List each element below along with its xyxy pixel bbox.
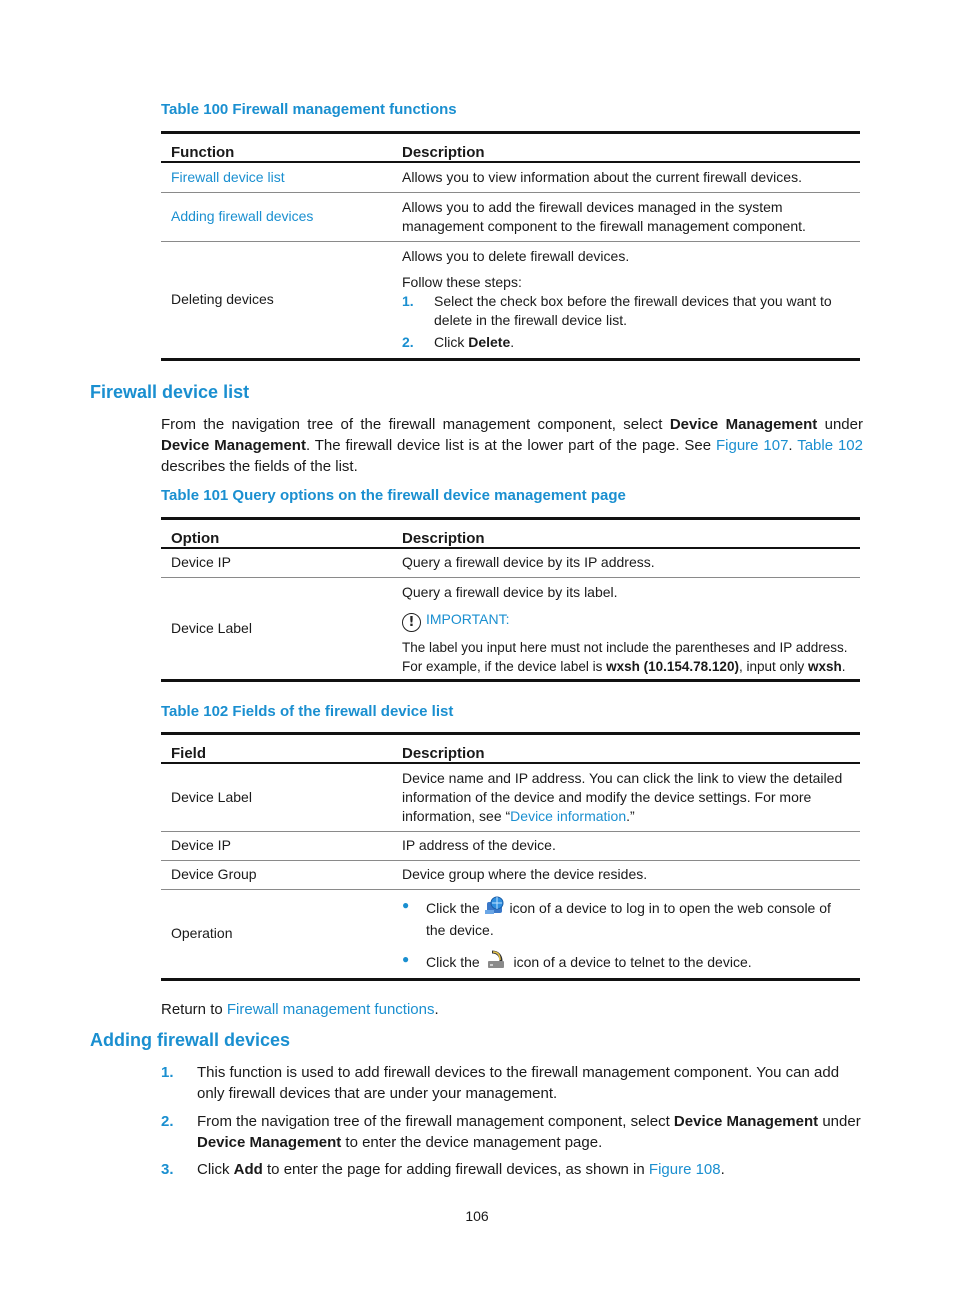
table-row <box>161 241 860 359</box>
table-100-caption: Table 100 Firewall management functions <box>161 101 457 118</box>
column-header-description: Description <box>392 519 860 549</box>
return-line: Return to Firewall management functions. <box>161 1001 439 1018</box>
table-row <box>161 889 860 979</box>
step-text: Select the check box before the firewall devices that you want to delete in the firewall device list. <box>434 293 832 328</box>
section-heading-firewall-device-list: Firewall device list <box>90 382 250 402</box>
firewall-management-functions-link[interactable]: Firewall management functions <box>226 1001 435 1018</box>
column-header-field: Field <box>161 734 392 764</box>
list-item <box>402 896 850 940</box>
table-header-row <box>161 133 860 163</box>
table-row <box>161 763 860 831</box>
step-item <box>402 292 850 330</box>
table-102-device-list-fields <box>161 732 860 981</box>
bullet-text: Click the icon of a device to telnet to the device. <box>426 950 850 975</box>
table-row <box>161 548 860 577</box>
step-text: From the navigation tree of the firewall management component, select Device Management under Device Management to enter the device management page. <box>197 1113 861 1151</box>
table-row <box>161 577 860 680</box>
table-header-row <box>161 734 860 764</box>
label-query-description: Query a firewall device by its label. <box>402 584 618 600</box>
list-item <box>402 950 850 975</box>
section-heading-adding-firewall-devices: Adding firewall devices <box>90 1030 291 1050</box>
table-cell <box>392 241 860 359</box>
table-cell: Operation <box>161 889 392 979</box>
table-cell: Device IP <box>161 831 392 860</box>
step-item <box>402 333 850 352</box>
step-number: 1. <box>161 1064 174 1081</box>
list-item <box>161 1159 863 1180</box>
adding-firewall-devices-link[interactable]: Adding firewall devices <box>171 208 314 224</box>
device-information-link[interactable]: Device information <box>510 807 627 824</box>
step-number: 2. <box>402 334 414 350</box>
important-notice <box>402 610 850 632</box>
steps-intro: Follow these steps: <box>402 274 522 290</box>
important-label: IMPORTANT: <box>426 611 510 627</box>
table-cell: Device name and IP address. You can click the link to view the detailed information of the device and modify the device settings. For more information, see “Device information.” <box>402 769 843 824</box>
bullet-icon: ● <box>402 897 410 912</box>
table-102-link[interactable]: Table 102 <box>797 437 863 454</box>
step-number: 1. <box>402 293 414 309</box>
step-text: This function is used to add firewall devices to the firewall management component. You can add only firewall devices that are under your management. <box>197 1064 840 1102</box>
table-row <box>161 860 860 889</box>
important-note-text: The label you input here must not include the parentheses and IP address. For example, if the device label is wxsh (10.154.78.120), input only wxsh. <box>402 640 848 674</box>
bullet-icon: ● <box>402 951 410 966</box>
table-row <box>161 831 860 860</box>
table-cell: Device IP <box>171 554 231 571</box>
delete-description: Allows you to delete firewall devices. <box>402 248 630 264</box>
firewall-device-list-link[interactable]: Firewall device list <box>171 168 285 185</box>
table-cell: Allows you to view information about the current firewall devices. <box>402 168 802 185</box>
table-101-query-options <box>161 517 860 682</box>
figure-108-link[interactable]: Figure 108 <box>648 1161 721 1178</box>
step-number: 3. <box>161 1161 174 1178</box>
column-header-description: Description <box>392 133 860 163</box>
table-cell: Device Group <box>161 860 392 889</box>
web-console-icon <box>484 896 506 921</box>
important-exclamation-icon: ! <box>402 613 421 632</box>
table-cell: Device Label <box>161 577 392 680</box>
telnet-icon <box>484 950 510 975</box>
table-cell: Device Label <box>171 788 252 805</box>
step-text: Click Delete. <box>434 334 515 350</box>
step-text: Click Add to enter the page for adding firewall devices, as shown in Figure 108. <box>197 1161 725 1178</box>
list-item <box>161 1062 863 1104</box>
table-cell: Device group where the device resides. <box>392 860 860 889</box>
table-row <box>161 192 860 241</box>
table-cell <box>392 577 860 680</box>
column-header-option: Option <box>161 519 392 549</box>
table-cell <box>392 889 860 979</box>
step-number: 2. <box>161 1113 174 1130</box>
table-cell: Allows you to add the firewall devices managed in the system management component to the firewall management component. <box>392 192 860 241</box>
page-number: 106 <box>465 1208 489 1224</box>
column-header-description: Description <box>392 734 860 764</box>
table-cell: IP address of the device. <box>392 831 860 860</box>
delete-keyword: Delete <box>468 334 511 350</box>
section-paragraph: From the navigation tree of the firewall management component, select Device Management under Device Management. The firewall device list is at the lower part of the page. See Figure 107. Table 102 describes the fields of the list. <box>161 416 863 475</box>
bullet-text: Click the icon of a device to log in to open the web console of the device. <box>426 896 850 940</box>
table-cell: Query a firewall device by its IP address. <box>402 554 655 571</box>
table-header-row <box>161 519 860 549</box>
figure-107-link[interactable]: Figure 107 <box>715 437 789 454</box>
table-100-firewall-functions <box>161 131 860 361</box>
table-row <box>161 162 860 192</box>
table-102-caption: Table 102 Fields of the firewall device list <box>161 703 454 720</box>
list-item <box>161 1111 863 1153</box>
table-cell: Deleting devices <box>161 241 392 359</box>
table-101-caption: Table 101 Query options on the firewall device management page <box>161 487 626 504</box>
column-header-function: Function <box>161 133 392 163</box>
